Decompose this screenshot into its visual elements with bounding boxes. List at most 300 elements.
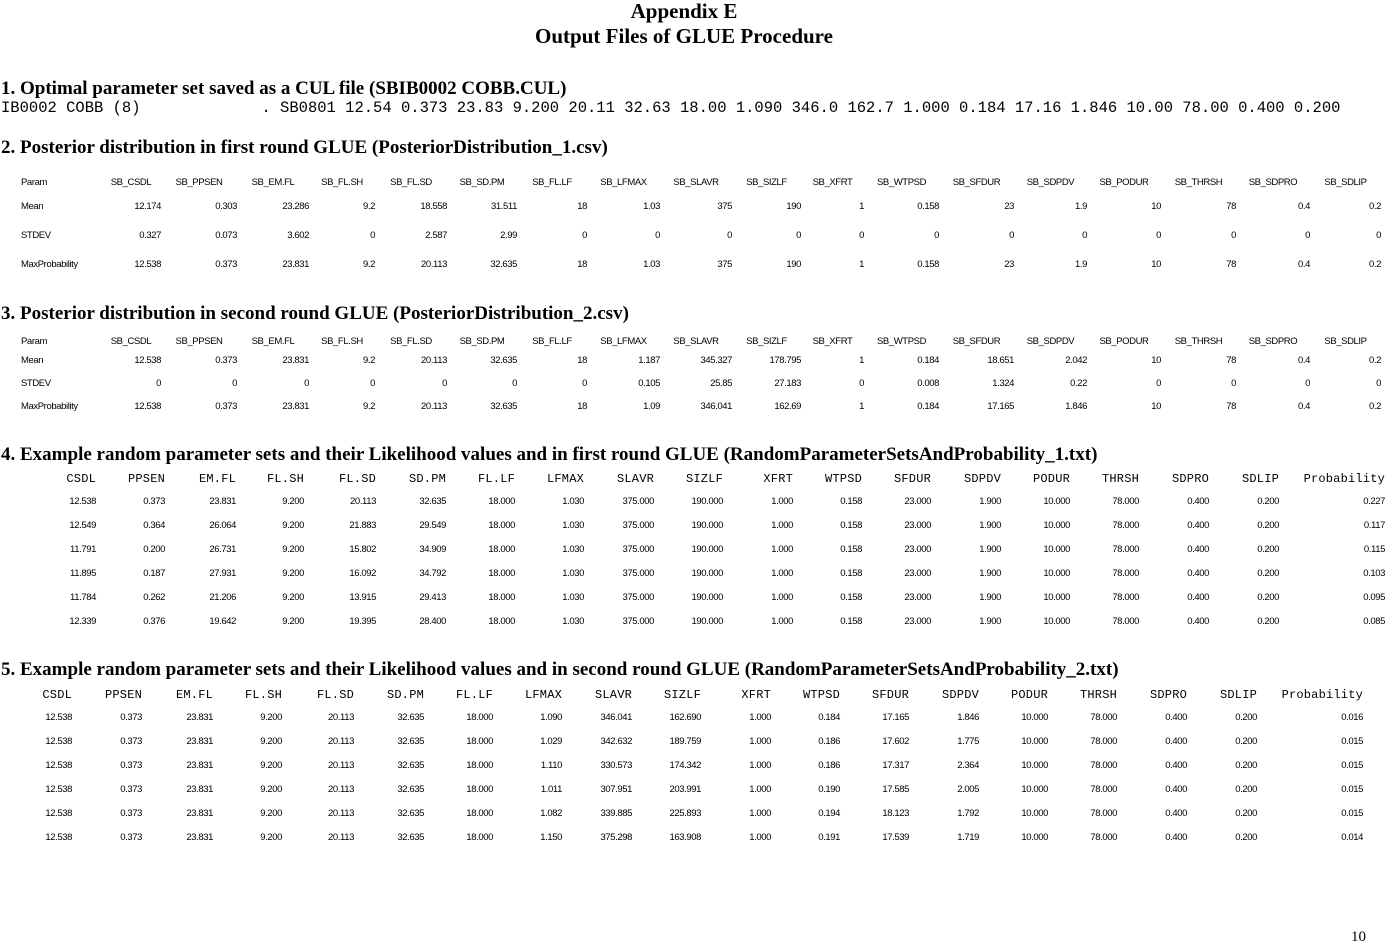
table-cell: 0.200 — [1235, 759, 1257, 771]
table-cell: 0.303 — [215, 201, 237, 212]
table-cell: 0.184 — [917, 355, 939, 366]
table-cell: 34.909 — [419, 543, 446, 555]
column-header: SFDUR — [893, 472, 931, 486]
table-cell: 12.549 — [69, 519, 96, 531]
table-cell: 12.538 — [45, 783, 72, 795]
table-cell: 18.000 — [488, 543, 515, 555]
table-cell: 0.158 — [840, 615, 862, 627]
table-cell: 0 — [1156, 378, 1161, 389]
table-cell: 0.2 — [1368, 401, 1381, 412]
table-cell: 1.03 — [643, 259, 660, 270]
table-cell: 23.000 — [904, 591, 931, 603]
table-cell: 1 — [859, 259, 864, 270]
column-header: SB_SDPDV — [1026, 335, 1075, 347]
table-cell: 10 — [1151, 401, 1161, 412]
table-cell: 18.000 — [466, 807, 493, 819]
table-cell: 18.651 — [987, 355, 1014, 366]
table-cell: 0.4 — [1297, 259, 1310, 270]
table-cell: 339.885 — [600, 807, 632, 819]
table-cell: 1.775 — [957, 735, 979, 747]
column-header: SDPDV — [963, 472, 1001, 486]
table-cell: 2.587 — [425, 230, 447, 241]
table-cell: 190.000 — [691, 519, 723, 531]
table-cell: 0.373 — [215, 401, 237, 412]
table-cell: 375.000 — [622, 543, 654, 555]
table-cell: 18 — [577, 201, 587, 212]
column-header: SB_SFDUR — [952, 335, 1001, 347]
column-header: Param — [21, 176, 47, 188]
table-cell: 0 — [512, 378, 517, 389]
table-cell: 0.016 — [1341, 711, 1363, 723]
table-cell: 9.200 — [282, 615, 304, 627]
column-header: SB_LFMAX — [600, 176, 647, 188]
table-cell: 0.227 — [1363, 495, 1385, 507]
table-cell: 1.030 — [562, 519, 584, 531]
table-cell: 225.893 — [669, 807, 701, 819]
table-cell: 0.400 — [1165, 831, 1187, 843]
table-cell: 0.158 — [840, 567, 862, 579]
table-cell: 9.200 — [260, 735, 282, 747]
column-header: SB_PODUR — [1099, 176, 1149, 188]
column-header: SLAVR — [616, 472, 654, 486]
table-cell: 0 — [1156, 230, 1161, 241]
table-cell: 12.339 — [69, 615, 96, 627]
table-cell: 0.105 — [638, 378, 660, 389]
table-cell: 0.158 — [840, 495, 862, 507]
table-cell: 12.538 — [45, 711, 72, 723]
table-cell: 10.000 — [1021, 735, 1048, 747]
column-header: FL.SD — [316, 688, 354, 702]
table-cell: 9.200 — [282, 519, 304, 531]
table-cell: 1.000 — [749, 759, 771, 771]
table-cell: 190.000 — [691, 567, 723, 579]
table-cell: 0.200 — [1257, 495, 1279, 507]
table-cell: 18.558 — [420, 201, 447, 212]
table-cell: 0.158 — [917, 259, 939, 270]
table-cell: 12.538 — [45, 831, 72, 843]
column-header: SD.PM — [408, 472, 446, 486]
table-cell: 0.200 — [143, 543, 165, 555]
table-cell: 0 — [1231, 378, 1236, 389]
table-cell: 18.000 — [466, 831, 493, 843]
table-cell: 32.635 — [397, 735, 424, 747]
table-row — [21, 192, 1381, 221]
column-header: WTPSD — [802, 688, 840, 702]
table-cell: 375.000 — [622, 495, 654, 507]
table-cell: 0.085 — [1363, 615, 1385, 627]
table-cell: 0.200 — [1235, 783, 1257, 795]
table-cell: 3.602 — [287, 230, 309, 241]
table-cell: 78.000 — [1090, 807, 1117, 819]
table-cell: 1.030 — [562, 495, 584, 507]
table-cell: 1.150 — [540, 831, 562, 843]
table-cell: 0.2 — [1368, 355, 1381, 366]
table-cell: 0 — [1305, 230, 1310, 241]
table-cell: 23 — [1004, 201, 1014, 212]
table-cell: 1.000 — [749, 807, 771, 819]
table-cell: 0.373 — [120, 783, 142, 795]
table-cell: 1 — [859, 355, 864, 366]
column-header: PPSEN — [127, 472, 165, 486]
table-cell: 0.184 — [818, 711, 840, 723]
table-cell: 10.000 — [1021, 783, 1048, 795]
table-cell: 375.000 — [622, 615, 654, 627]
table-cell: 23.831 — [186, 735, 213, 747]
table-cell: 9.200 — [260, 831, 282, 843]
table-cell: 10 — [1151, 259, 1161, 270]
table-cell: 1.9 — [1074, 259, 1087, 270]
table-cell: 0.014 — [1341, 831, 1363, 843]
table-cell: 12.538 — [45, 735, 72, 747]
table-cell: 0.376 — [143, 615, 165, 627]
column-header: Param — [21, 335, 47, 347]
column-header: CSDL — [42, 688, 72, 702]
table-cell: 0.191 — [818, 831, 840, 843]
table-cell: 1.000 — [749, 783, 771, 795]
table-cell: 190.000 — [691, 495, 723, 507]
column-header: PODUR — [1010, 688, 1048, 702]
column-header: SB_PODUR — [1099, 335, 1149, 347]
table-cell: 0.400 — [1165, 711, 1187, 723]
table-cell: 0.373 — [120, 759, 142, 771]
table-cell: 9.200 — [282, 567, 304, 579]
column-header: SB_FL.SH — [321, 335, 363, 347]
table-cell: 18.000 — [488, 591, 515, 603]
table-cell: 78.000 — [1090, 759, 1117, 771]
table-cell: 0.22 — [1070, 378, 1087, 389]
table-cell: 1.846 — [957, 711, 979, 723]
table-cell: 0 — [370, 230, 375, 241]
table-cell: 342.632 — [600, 735, 632, 747]
table-cell: 9.2 — [362, 201, 375, 212]
table-cell: 2.005 — [957, 783, 979, 795]
column-header: SIZLF — [663, 688, 701, 702]
table-cell: 1.03 — [643, 201, 660, 212]
table-cell: 0.073 — [215, 230, 237, 241]
row-label: Mean — [21, 355, 44, 366]
table-cell: 23.000 — [904, 543, 931, 555]
table-cell: 163.908 — [669, 831, 701, 843]
table-row — [21, 250, 1381, 279]
table-cell: 375.000 — [622, 567, 654, 579]
table-cell: 78.000 — [1112, 543, 1139, 555]
column-header: SB_SD.PM — [459, 176, 505, 188]
table-cell: 0.095 — [1363, 591, 1385, 603]
table-cell: 10.000 — [1021, 807, 1048, 819]
table-cell: 78 — [1226, 355, 1236, 366]
table-cell: 18.000 — [488, 495, 515, 507]
table-cell: 1.09 — [643, 401, 660, 412]
column-header: FL.SH — [244, 688, 282, 702]
table-cell: 190 — [786, 259, 801, 270]
table-cell: 0 — [582, 230, 587, 241]
table-cell: 375 — [717, 259, 732, 270]
table-cell: 18.000 — [466, 759, 493, 771]
table-cell: 9.2 — [362, 401, 375, 412]
section3-heading: 3. Posterior distribution in second round GLUE (PosteriorDistribution_2.csv) — [1, 303, 629, 324]
table-cell: 18.000 — [488, 519, 515, 531]
cul-line: IB0002 COBB (8) . SB0801 12.54 0.373 23.83 9.200 20.11 32.63 18.00 1.090 346.0 162.7 1.000 0.184 17.16 1.846 10.00 78.00 0.400 0.200 — [1, 99, 1341, 117]
column-header: SB_SDPRO — [1248, 176, 1298, 188]
table-cell: 0.400 — [1187, 519, 1209, 531]
table-cell: 375.000 — [622, 591, 654, 603]
table-cell: 9.200 — [282, 543, 304, 555]
table-cell: 1.900 — [979, 567, 1001, 579]
table-cell: 18 — [577, 355, 587, 366]
table-row — [21, 395, 1381, 418]
table-cell: 0.200 — [1257, 519, 1279, 531]
table-cell: 0.200 — [1257, 591, 1279, 603]
table-cell: 0 — [655, 230, 660, 241]
table-cell: 28.400 — [419, 615, 446, 627]
table-cell: 2.364 — [957, 759, 979, 771]
table-row — [0, 561, 1385, 585]
table-cell: 27.183 — [774, 378, 801, 389]
table-cell: 190 — [786, 201, 801, 212]
table-cell: 16.092 — [349, 567, 376, 579]
table-cell: 0 — [796, 230, 801, 241]
table-cell: 0.187 — [143, 567, 165, 579]
column-header: SLAVR — [594, 688, 632, 702]
table-cell: 17.539 — [882, 831, 909, 843]
column-header: SDPDV — [941, 688, 979, 702]
table-row — [0, 777, 1363, 801]
table-cell: 0.400 — [1165, 807, 1187, 819]
table-cell: 0.400 — [1187, 567, 1209, 579]
table-cell: 0.373 — [120, 711, 142, 723]
column-header: SB_FL.SH — [321, 176, 363, 188]
table-cell: 1.030 — [562, 591, 584, 603]
table-cell: 0 — [859, 378, 864, 389]
table-cell: 0.373 — [120, 735, 142, 747]
table-cell: 0 — [1305, 378, 1310, 389]
table-cell: 17.165 — [987, 401, 1014, 412]
column-header: SB_SDLIP — [1324, 176, 1367, 188]
table-cell: 78.000 — [1112, 495, 1139, 507]
page-number: 10 — [1351, 929, 1366, 945]
table-cell: 1.029 — [540, 735, 562, 747]
table-cell: 78.000 — [1112, 591, 1139, 603]
table-cell: 0 — [370, 378, 375, 389]
table-cell: 9.200 — [260, 783, 282, 795]
table-cell: 29.413 — [419, 591, 446, 603]
table-cell: 0.400 — [1187, 543, 1209, 555]
column-header: LFMAX — [546, 472, 584, 486]
column-header: SB_EM.FL — [251, 176, 295, 188]
row-label: STDEV — [21, 378, 51, 389]
column-header: SB_SIZLF — [746, 176, 787, 188]
table-row — [21, 372, 1381, 395]
table-cell: 20.113 — [328, 711, 354, 723]
table-cell: 0 — [1376, 378, 1381, 389]
table-cell: 26.731 — [209, 543, 236, 555]
table-cell: 1.000 — [749, 711, 771, 723]
table-cell: 0.158 — [840, 519, 862, 531]
table-cell: 15.802 — [349, 543, 376, 555]
table-cell: 10.000 — [1021, 759, 1048, 771]
table-cell: 20.113 — [328, 831, 354, 843]
table-cell: 18.000 — [466, 711, 493, 723]
column-header: THRSH — [1101, 472, 1139, 486]
table-cell: 1.000 — [771, 591, 793, 603]
table-cell: 1.030 — [562, 567, 584, 579]
table-cell: 10.000 — [1021, 711, 1048, 723]
table-cell: 190.000 — [691, 615, 723, 627]
table-cell: 10 — [1151, 355, 1161, 366]
column-header: EM.FL — [175, 688, 213, 702]
column-header: SB_SDPRO — [1248, 335, 1298, 347]
table-row — [21, 221, 1381, 250]
table-cell: 23.831 — [186, 783, 213, 795]
row-label: MaxProbability — [21, 259, 78, 270]
table-cell: 0.015 — [1341, 783, 1363, 795]
table-cell: 0.400 — [1165, 783, 1187, 795]
table-cell: 1 — [859, 401, 864, 412]
table-cell: 1.000 — [771, 615, 793, 627]
table-cell: 346.041 — [700, 401, 732, 412]
table-cell: 10.000 — [1043, 543, 1070, 555]
table-cell: 1.900 — [979, 591, 1001, 603]
table-cell: 0.200 — [1257, 567, 1279, 579]
table-cell: 162.69 — [774, 401, 801, 412]
section2-heading: 2. Posterior distribution in first round GLUE (PosteriorDistribution_1.csv) — [1, 137, 608, 158]
table-cell: 0.373 — [143, 495, 165, 507]
table-cell: 1.846 — [1065, 401, 1087, 412]
table-cell: 9.200 — [260, 711, 282, 723]
table-cell: 190.000 — [691, 591, 723, 603]
table-cell: 23.831 — [209, 495, 236, 507]
table-cell: 0.2 — [1368, 201, 1381, 212]
column-header: SDLIP — [1219, 688, 1257, 702]
posterior-table-2 — [21, 333, 1381, 418]
table-cell: 78.000 — [1090, 735, 1117, 747]
table-cell: 21.206 — [209, 591, 236, 603]
table-cell: 1.900 — [979, 543, 1001, 555]
table-row — [0, 729, 1363, 753]
column-header: Probability — [1303, 472, 1385, 486]
column-header: SB_SDPDV — [1026, 176, 1075, 188]
column-header: SIZLF — [685, 472, 723, 486]
table-cell: 23.000 — [904, 495, 931, 507]
table-cell: 21.883 — [349, 519, 376, 531]
table-cell: 1.187 — [638, 355, 660, 366]
table-cell: 18.000 — [488, 567, 515, 579]
table-cell: 23.000 — [904, 567, 931, 579]
table-cell: 0.4 — [1297, 355, 1310, 366]
column-header: SD.PM — [386, 688, 424, 702]
column-header: SB_SIZLF — [746, 335, 787, 347]
table-row — [0, 609, 1385, 633]
table-cell: 0 — [1082, 230, 1087, 241]
table-cell: 23.831 — [282, 259, 309, 270]
column-header: SB_FL.SD — [390, 335, 432, 347]
column-header: SB_FL.LF — [532, 335, 572, 347]
table-cell: 2.99 — [500, 230, 517, 241]
table-cell: 10.000 — [1043, 567, 1070, 579]
table-cell: 2.042 — [1065, 355, 1087, 366]
table-cell: 0.190 — [818, 783, 840, 795]
table-cell: 20.113 — [350, 495, 376, 507]
table-cell: 0.364 — [143, 519, 165, 531]
table-cell: 32.635 — [490, 401, 517, 412]
table-row — [0, 537, 1385, 561]
table-cell: 11.895 — [70, 567, 96, 579]
table-cell: 9.200 — [282, 591, 304, 603]
table-cell: 0.4 — [1297, 201, 1310, 212]
column-header: FL.SD — [338, 472, 376, 486]
table-cell: 0.200 — [1257, 615, 1279, 627]
table-cell: 12.538 — [134, 355, 161, 366]
table-cell: 23.286 — [282, 201, 309, 212]
table-cell: 20.113 — [328, 807, 354, 819]
table-cell: 10.000 — [1043, 591, 1070, 603]
table-cell: 17.602 — [882, 735, 909, 747]
row-label: STDEV — [21, 230, 51, 241]
table-cell: 32.635 — [397, 807, 424, 819]
table-cell: 23.831 — [186, 807, 213, 819]
table-row — [21, 349, 1381, 372]
table-cell: 18.000 — [466, 783, 493, 795]
table-cell: 13.915 — [349, 591, 376, 603]
column-header: SB_FL.SD — [390, 176, 432, 188]
table-cell: 12.538 — [69, 495, 96, 507]
table-cell: 0.262 — [143, 591, 165, 603]
table-cell: 34.792 — [419, 567, 446, 579]
table-cell: 1.000 — [749, 831, 771, 843]
table-cell: 23.831 — [282, 355, 309, 366]
column-header: XFRT — [741, 688, 771, 702]
table-cell: 9.200 — [282, 495, 304, 507]
column-header: LFMAX — [524, 688, 562, 702]
table-cell: 0 — [859, 230, 864, 241]
row-label: MaxProbability — [21, 401, 78, 412]
table-cell: 12.538 — [134, 259, 161, 270]
column-header: SB_SDLIP — [1324, 335, 1367, 347]
column-header: SB_XFRT — [812, 335, 853, 347]
table-cell: 0.200 — [1235, 807, 1257, 819]
table-cell: 0.373 — [215, 355, 237, 366]
table-cell: 1.900 — [979, 519, 1001, 531]
column-header: WTPSD — [824, 472, 862, 486]
column-header: SB_PPSEN — [175, 176, 223, 188]
table-cell: 20.113 — [328, 735, 354, 747]
table-cell: 0.400 — [1187, 615, 1209, 627]
table-cell: 9.2 — [362, 355, 375, 366]
table-cell: 23.831 — [186, 759, 213, 771]
column-header: SB_THRSH — [1174, 335, 1223, 347]
column-header: SFDUR — [871, 688, 909, 702]
table-cell: 18.000 — [488, 615, 515, 627]
table-cell: 190.000 — [691, 543, 723, 555]
table-cell: 346.041 — [600, 711, 632, 723]
table-cell: 32.635 — [419, 495, 446, 507]
section1-heading: 1. Optimal parameter set saved as a CUL file (SBIB0002 COBB.CUL) — [1, 78, 567, 99]
table-header-row — [0, 685, 1363, 705]
column-header: XFRT — [763, 472, 793, 486]
table-cell: 0.158 — [840, 591, 862, 603]
table-cell: 0.327 — [139, 230, 161, 241]
table-cell: 1.030 — [562, 615, 584, 627]
column-header: SB_WTPSD — [876, 335, 927, 347]
table-cell: 1.792 — [957, 807, 979, 819]
table-cell: 0 — [582, 378, 587, 389]
table-cell: 345.327 — [700, 355, 732, 366]
table-cell: 29.549 — [419, 519, 446, 531]
table-cell: 20.113 — [421, 259, 447, 270]
column-header: SB_FL.LF — [532, 176, 572, 188]
table-cell: 0.158 — [917, 201, 939, 212]
column-header: SB_SLAVR — [673, 176, 719, 188]
